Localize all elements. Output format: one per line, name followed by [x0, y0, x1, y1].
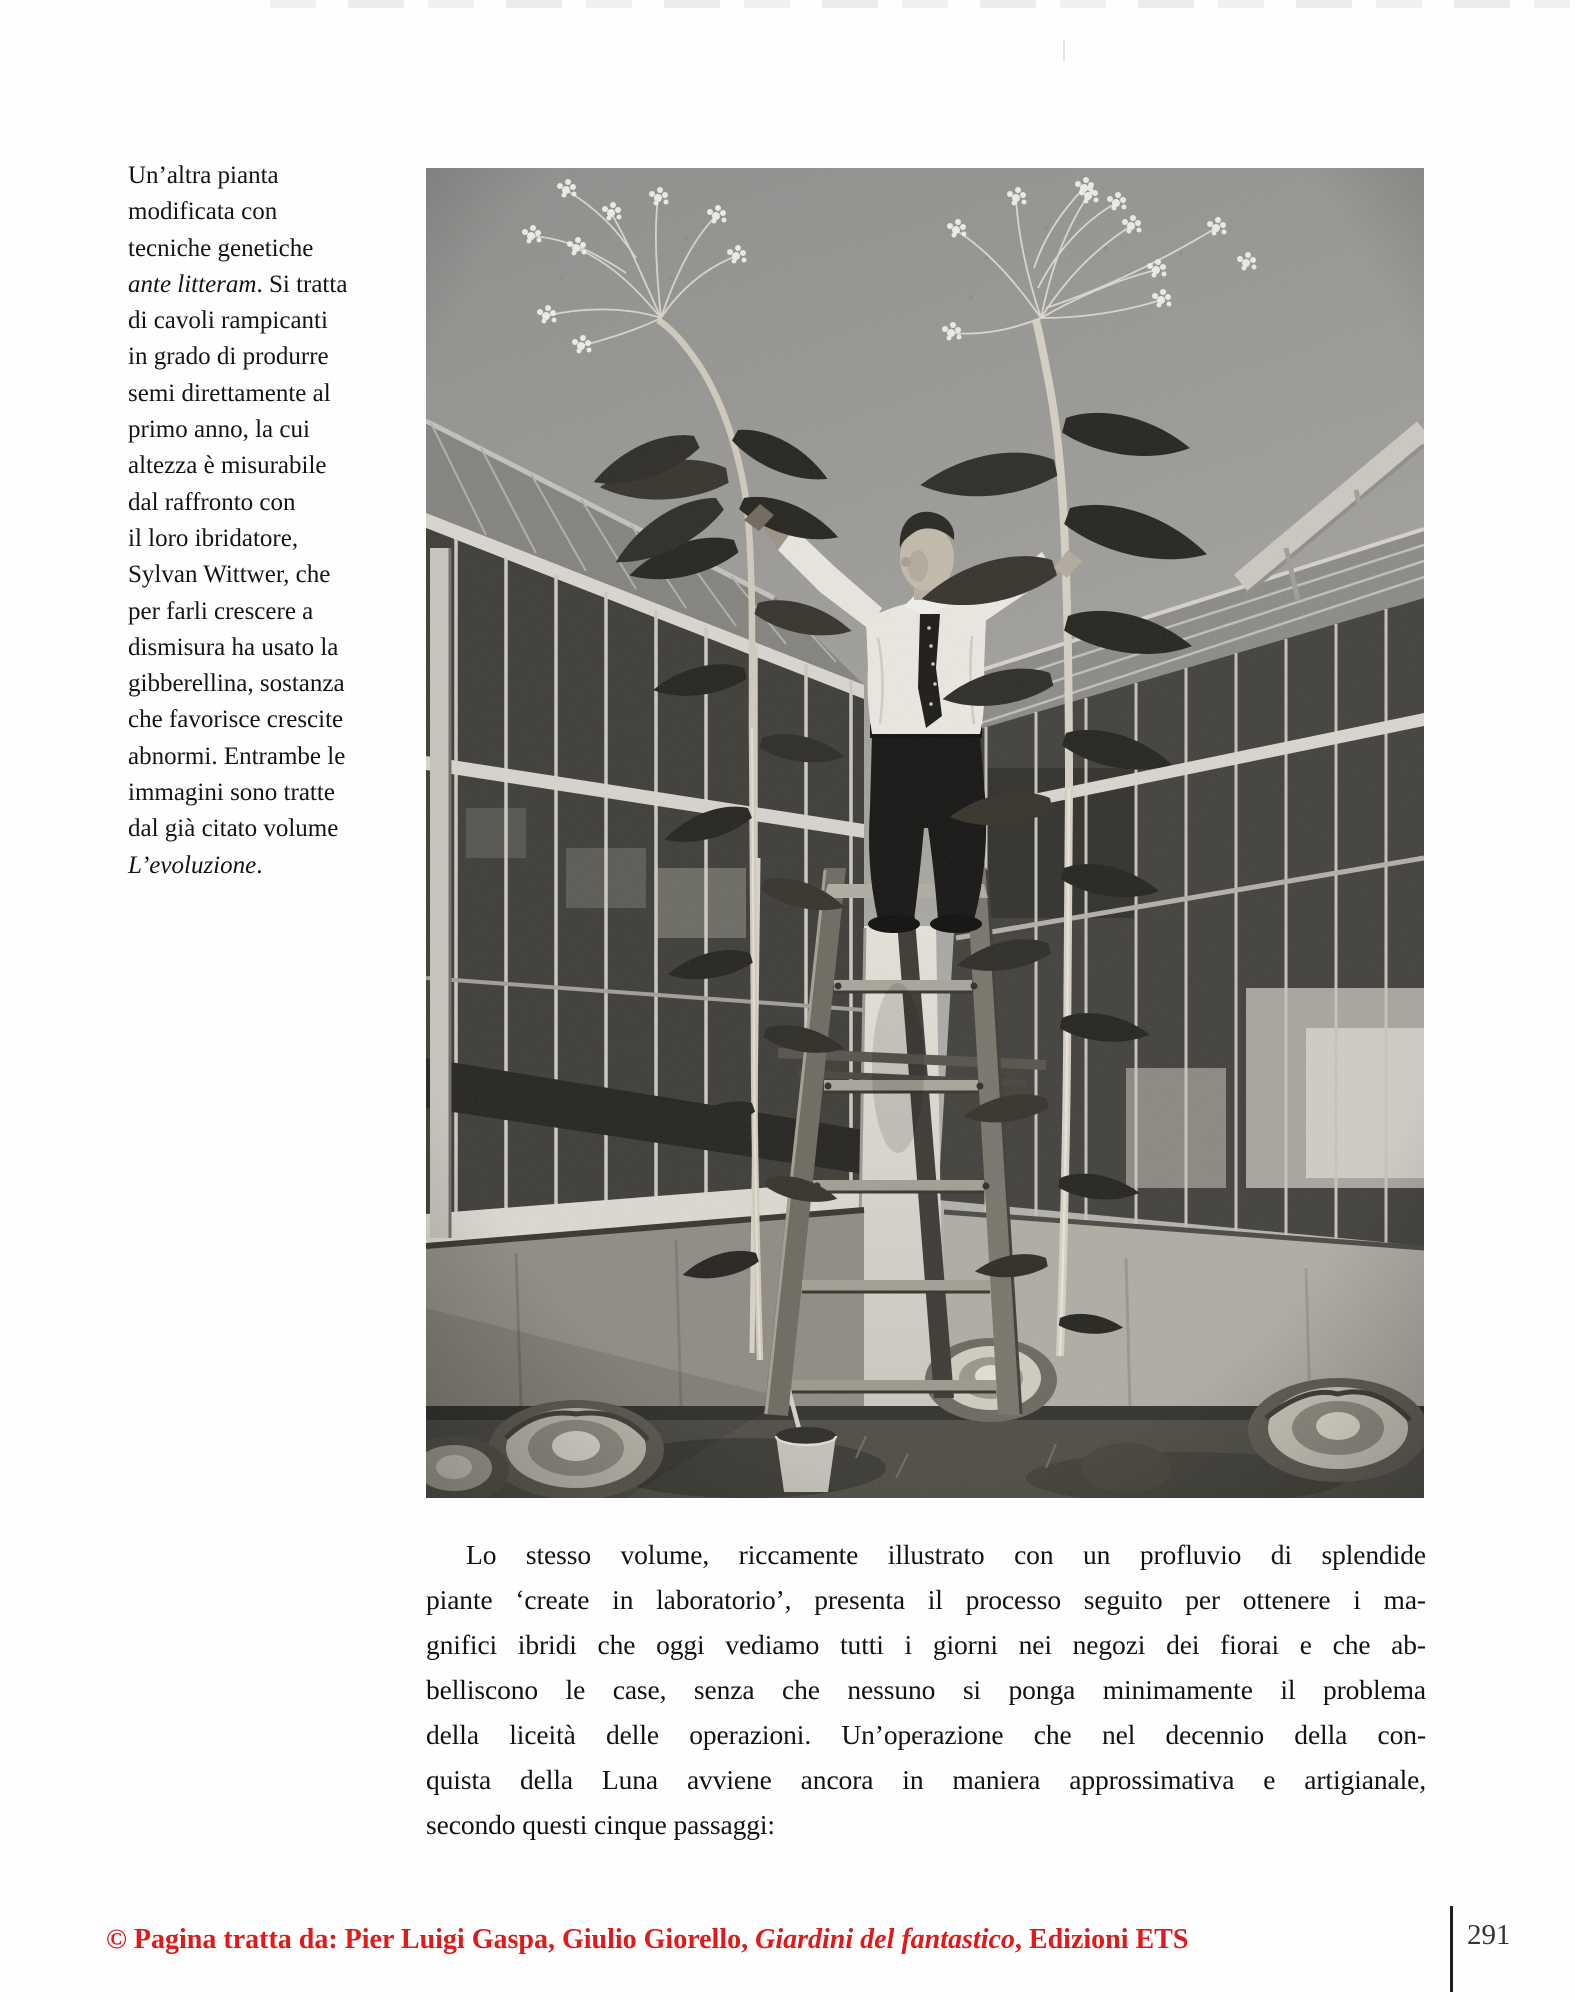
scan-artifact-tick: [1063, 40, 1065, 62]
vignette: [426, 168, 1424, 1498]
photo-illustration: [426, 168, 1424, 1498]
copyright-line: © Pagina tratta da: Pier Luigi Gaspa, Giulio Giorello, Giardini del fantastico, Edizioni ETS: [106, 1924, 1189, 1955]
body-paragraph: Lo stesso volume, riccamente illustrato con un profluvio di splendide piante ‘create in laboratorio’, presenta il processo seguito per ottenere i ma- gnifici ibridi che oggi vediamo tutti i giorni nei negozi dei fiorai e che ab- belliscono le case, senza che nessuno si ponga minimamente il problema della liceità delle operazioni. Un’operazione che nel decennio della con- quista della Luna avviene ancora in maniera approssimativa e artigianale, secondo questi cinque passaggi:: [426, 1539, 1426, 1840]
scan-artifact-strip: [270, 0, 1570, 8]
photo-figure: [426, 168, 1424, 1498]
page-number: 291: [1467, 1919, 1511, 1951]
photo-caption: Un’altra pianta modificata con tecniche genetiche ante litteram. Si tratta di cavoli rampicanti in grado di produrre semi direttamente al primo anno, la cui altezza è misurabile dal raffronto con il loro ibridatore, Sylvan Wittwer, che per farli crescere a dismisura ha usato la gibberellina, sostanza che favorisce crescite abnormi. Entrambe le immagini sono tratte dal già citato volume L’evoluzione.: [128, 162, 348, 879]
page-number-rule: [1450, 1906, 1453, 1992]
